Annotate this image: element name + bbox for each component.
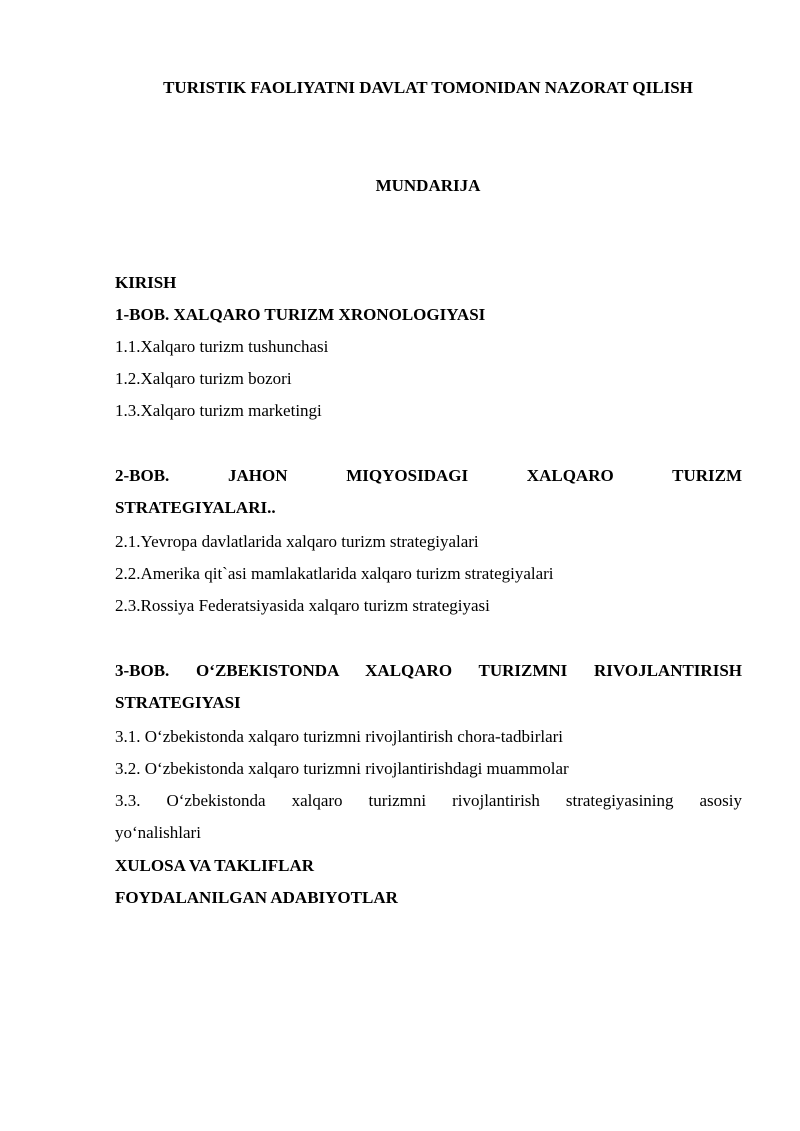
toc-chapter-2-title-line2: STRATEGIYALARI..	[115, 498, 276, 517]
toc-heading: MUNDARIJA	[375, 176, 481, 195]
document-title: TURISTIK FAOLIYATNI DAVLAT TOMONIDAN NAZORAT QILISH	[163, 78, 693, 97]
toc-item-3-2: 3.2. O‘zbekistonda xalqaro turizmni rivojlantirishdagi muammolar	[115, 759, 569, 778]
toc-references: FOYDALANILGAN ADABIYOTLAR	[115, 888, 398, 907]
toc-item-2-3: 2.3.Rossiya Federatsiyasida xalqaro turizm strategiyasi	[115, 596, 490, 615]
toc-chapter-3-title-line2: STRATEGIYASI	[115, 693, 241, 712]
toc-item-1-1: 1.1.Xalqaro turizm tushunchasi	[115, 337, 329, 356]
toc-intro: KIRISH	[115, 273, 177, 292]
toc-item-1-3: 1.3.Xalqaro turizm marketingi	[115, 401, 322, 420]
toc-chapter-2-title-line1: 2-BOB. JAHON MIQYOSIDAGI XALQARO TURIZM	[115, 466, 742, 485]
toc-conclusion: XULOSA VA TAKLIFLAR	[115, 856, 315, 875]
toc-item-3-3-line1: 3.3. O‘zbekistonda xalqaro turizmni rivojlantirish strategiyasining asosiy	[115, 791, 742, 810]
toc-item-1-2: 1.2.Xalqaro turizm bozori	[115, 369, 292, 388]
toc-item-2-1: 2.1.Yevropa davlatlarida xalqaro turizm strategiyalari	[115, 532, 479, 551]
toc-chapter-1-title: 1-BOB. XALQARO TURIZM XRONOLOGIYASI	[115, 305, 486, 324]
toc-chapter-3-title-line1: 3-BOB. O‘ZBEKISTONDA XALQARO TURIZMNI RIVOJLANTIRISH	[115, 661, 742, 680]
toc-item-3-3-line2: yo‘nalishlari	[115, 823, 201, 842]
toc-item-3-1: 3.1. O‘zbekistonda xalqaro turizmni rivojlantirish chora-tadbirlari	[115, 727, 564, 746]
toc-item-2-2: 2.2.Amerika qit`asi mamlakatlarida xalqaro turizm strategiyalari	[115, 564, 554, 583]
